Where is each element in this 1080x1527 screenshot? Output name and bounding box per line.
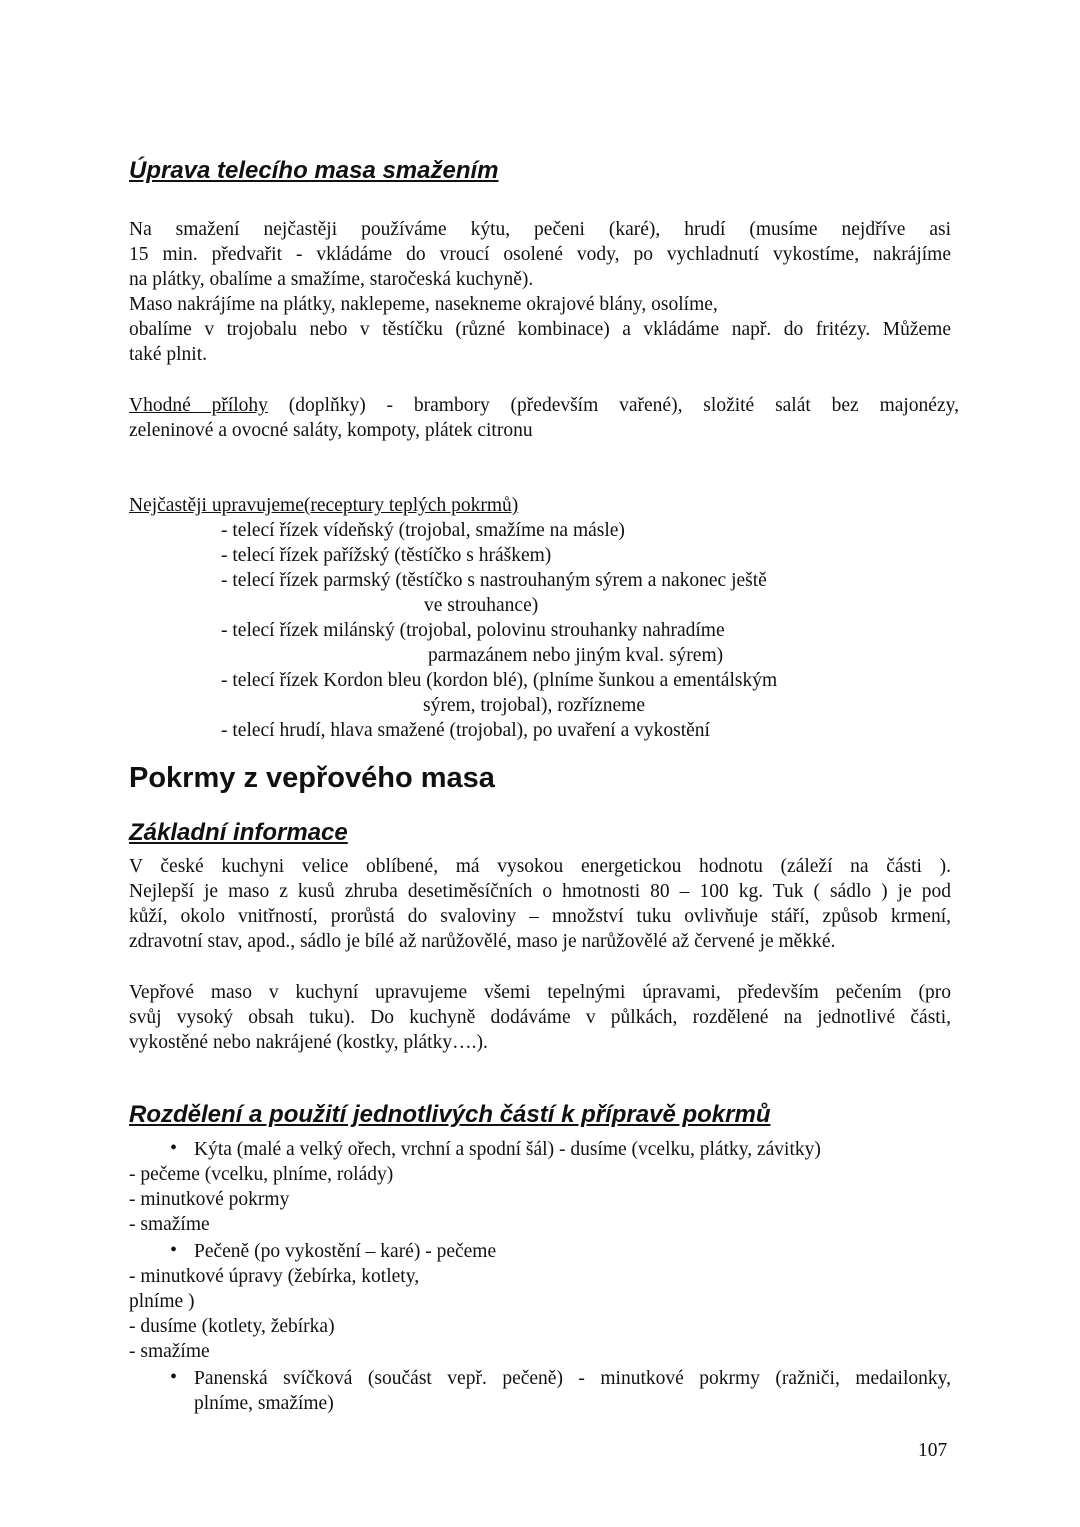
recipe-item-continuation: ve strouhance) [424,595,539,616]
text-line: Vepřové maso v kuchyní upravujeme všemi tepelnými úpravami, především pečením (pro [129,982,951,1003]
bullet-icon: • [170,1137,178,1159]
veal-frying-paragraph [129,217,951,367]
recipe-item: - telecí řízek pařížský (těstíčko s hráškem) [221,545,552,566]
text-line: zdravotní stav, apod., sádlo je bílé až narůžovělé, maso je narůžovělé až červené je měkké. [129,931,836,952]
recipe-item-continuation: parmazánem nebo jiným kval. sýrem) [428,645,724,666]
parts-bullet-ham: Kýta (malé a velký ořech, vrchní a spodní šál) - dusíme (vcelku, plátky, závitky) [194,1139,821,1160]
parts-line: plníme ) [129,1291,195,1312]
parts-bullet-loin: Pečeně (po vykostění – karé) - pečeme [194,1241,497,1262]
text-line: také plnit. [129,344,207,365]
text-line: plníme, smažíme) [194,1393,334,1414]
page-number: 107 [918,1440,948,1461]
text-line: Nejlepší je maso z kusů zhruba desetiměsíčních o hmotnosti 80 – 100 kg. Tuk ( sádlo ) je pod [129,881,951,902]
parts-line: - dusíme (kotlety, žebírka) [129,1316,335,1337]
recipe-item: - telecí hrudí, hlava smažené (trojobal), po uvaření a vykostění [221,720,710,741]
subtitle-parts-usage: Rozdělení a použití jednotlivých částí k přípravě pokrmů [129,1101,771,1128]
parts-line: - minutkové pokrmy [129,1189,290,1210]
subtitle-basic-info: Základní informace [129,819,348,846]
pork-info-paragraph [129,854,951,954]
bullet-icon: • [170,1366,178,1388]
parts-line: - minutkové úpravy (žebírka, kotlety, [129,1266,420,1287]
recipe-item: - telecí řízek Kordon bleu (kordon blé), (plníme šunkou a ementálským [221,670,778,691]
bullet-icon: • [170,1239,178,1261]
pork-cooking-paragraph [129,980,951,1055]
side-dishes-paragraph [129,393,959,443]
recipe-item-continuation: sýrem, trojobal), rozřízneme [423,695,645,716]
recipes-heading: Nejčastěji upravujeme(receptury teplých pokrmů) [129,495,519,516]
text-line: svůj vysoký obsah tuku). Do kuchyně dodáváme v půlkách, rozdělené na jednotlivé části, [129,1007,951,1028]
text-line: Maso nakrájíme na plátky, naklepeme, nasekneme okrajové blány, osolíme, [129,294,718,315]
recipe-item: - telecí řízek vídeňský (trojobal, smažíme na másle) [221,520,625,541]
recipe-item: - telecí řízek milánský (trojobal, polovinu strouhanky nahradíme [221,620,725,641]
parts-bullet-tenderloin [194,1366,951,1416]
text-line: 15 min. předvařit - vkládáme do vroucí osolené vody, po vychladnutí vykostíme, nakrájíme [129,244,951,265]
text-line: kůží, okolo vnitřností, prorůstá do svaloviny – množství tuku ovlivňuje stáří, způsob krmení, [129,906,951,927]
side-dishes-label: Vhodné přílohy [129,395,268,416]
recipe-item: - telecí řízek parmský (těstíčko s nastrouhaným sýrem a nakonec ještě [221,570,767,591]
side-dishes-text: (doplňky) - brambory (především vařené), složité salát bez majonézy, [267,395,959,416]
text-line: Na smažení nejčastěji používáme kýtu, pečeni (karé), hrudí (musíme nejdříve asi [129,219,951,240]
text-line: V české kuchyni velice oblíbené, má vysokou energetickou hodnotu (záleží na části ). [129,856,951,877]
text-line: obalíme v trojobalu nebo v těstíčku (různé kombinace) a vkládáme např. do fritézy. Můžeme [129,319,951,340]
parts-line: - pečeme (vcelku, plníme, rolády) [129,1164,394,1185]
parts-line: - smažíme [129,1341,210,1362]
text-line: Panenská svíčková (součást vepř. pečeně) - minutkové pokrmy (ražniči, medailonky, [194,1368,951,1389]
section-title-pork: Pokrmy z vepřového masa [129,762,495,794]
text-line: vykostěné nebo nakrájené (kostky, plátky….). [129,1032,488,1053]
section-title-veal-frying: Úprava telecího masa smažením [129,157,499,184]
text-line: na plátky, obalíme a smažíme, staročeská kuchyně). [129,269,534,290]
parts-line: - smažíme [129,1214,210,1235]
text-line: zeleninové a ovocné saláty, kompoty, plátek citronu [129,420,533,441]
